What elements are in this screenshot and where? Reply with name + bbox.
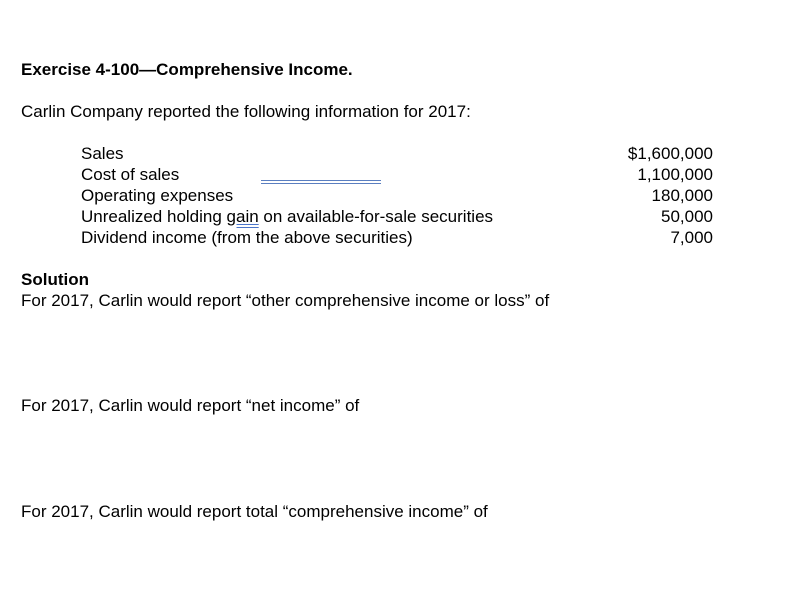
item-amount-cost-of-sales: 1,100,000 [637, 165, 713, 184]
item-label-dividend-income: Dividend income (from the above securities) [81, 228, 413, 247]
item-label-sales: Sales [81, 144, 124, 163]
question-comprehensive-income: For 2017, Carlin would report total “comprehensive income” of [21, 502, 488, 521]
item-amount-unrealized-gain: 50,000 [661, 207, 713, 226]
item-label-cost-of-sales: Cost of sales [81, 165, 180, 184]
double-rule-mark [261, 180, 381, 184]
exercise-title: Exercise 4-100—Comprehensive Income. [21, 60, 353, 79]
label-part: on available-for-sale securities [258, 207, 494, 226]
item-label-unrealized-gain [81, 207, 493, 227]
solution-heading: Solution [21, 270, 89, 289]
question-other-comprehensive-income: For 2017, Carlin would report “other comprehensive income or loss” of [21, 291, 550, 310]
item-label-operating-expenses: Operating expenses [81, 186, 234, 205]
item-amount-dividend-income: 7,000 [670, 228, 713, 247]
item-amount-sales: $1,600,000 [627, 144, 713, 163]
item-amount-operating-expenses: 180,000 [651, 186, 713, 205]
intro-text: Carlin Company reported the following information for 2017: [21, 102, 471, 121]
question-net-income: For 2017, Carlin would report “net income” of [21, 396, 360, 415]
label-part: Unrealized holding [81, 207, 227, 226]
grammar-marked-word: gain [226, 207, 259, 226]
